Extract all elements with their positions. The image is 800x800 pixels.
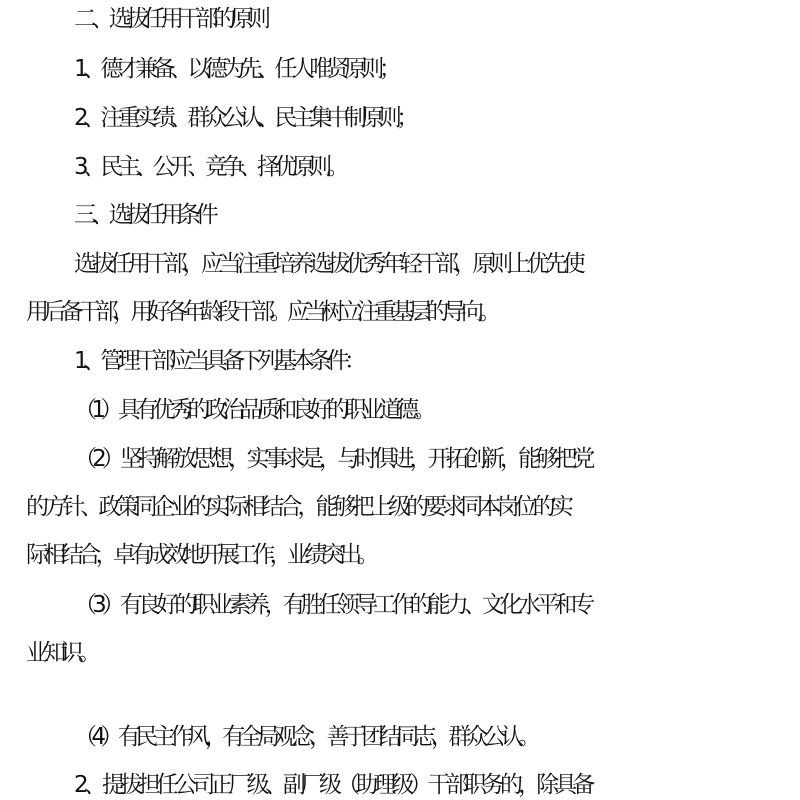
paragraph-line: 的方针、政策同企业的实际相结合，能够把上级的要求同本岗位的实: [26, 494, 570, 520]
condition-item-1: （1）具有优秀的政治品质和良好的职业道德。: [74, 397, 432, 423]
condition-item-4: （4）有民主作风，有全局观念，善于团结同志，群众公认。: [74, 724, 536, 750]
paragraph-line: 际相结合，卓有成效地开展工作，业绩突出。: [26, 542, 375, 568]
section-heading-principles: 二、选拔任用干部的原则: [74, 6, 266, 32]
paragraph-line: 选拔任用干部，应当注重培养选拔优秀年轻干部，原则上优先使: [74, 251, 581, 277]
principle-item-3: 3、民主、公开、竞争、择优原则。: [74, 154, 345, 180]
condition-item-3: （3）有良好的职业素养，有胜任领导工作的能力、文化水平和专: [74, 592, 591, 618]
principle-item-2: 2、注重实绩、群众公认、民主集中制原则；: [74, 105, 414, 131]
section-heading-conditions: 三、选拔任用条件: [74, 202, 214, 228]
condition-heading-2: 2、提拔担任公司正厂级、副厂级（助理级）干部职务的，除具备: [74, 772, 591, 798]
condition-item-2: （2）坚持解放思想，实事求是，与时俱进，开拓创新，能够把党: [74, 446, 591, 472]
principle-item-1: 1、德才兼备、以德为先、任人唯贤原则；: [74, 56, 397, 82]
condition-heading-1: 1、管理干部应当具备下列基本条件：: [74, 348, 362, 374]
paragraph-line: 用后备干部，用好各年龄段干部。应当树立注重基层的导向。: [26, 299, 496, 325]
paragraph-line: 业知识。: [26, 640, 96, 666]
